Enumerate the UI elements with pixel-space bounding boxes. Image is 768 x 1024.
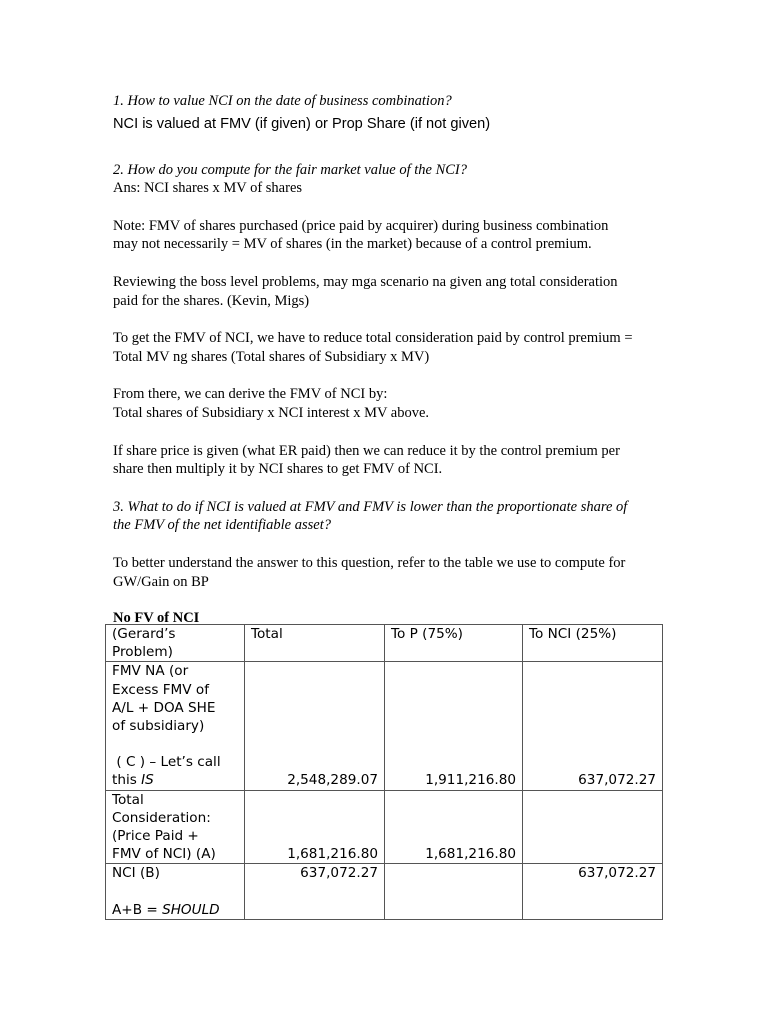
derive-paragraph: [113, 385, 673, 422]
share-line: share then multiply it by NCI shares to get FMV of NCI.: [113, 461, 443, 478]
nci-to-p: [385, 864, 523, 919]
header-problem-line: (Gerard’s: [112, 626, 176, 642]
spacer: [112, 735, 238, 753]
header-problem: [106, 625, 245, 662]
fmv-na-to-nci: 637,072.27: [523, 662, 663, 790]
row-label-emphasis: SHOULD: [162, 901, 220, 918]
review-line: paid for the shares. (Kevin, Migs): [113, 292, 310, 309]
consideration-total: 1,681,216.80: [245, 790, 385, 864]
row-label-line: of subsidiary): [112, 718, 205, 735]
fmv-line: To get the FMV of NCI, we have to reduce total consideration paid by control premium =: [113, 330, 633, 347]
answer-3-line: GW/Gain on BP: [113, 573, 209, 590]
row-label-line: Total: [112, 791, 144, 808]
answer-3: [113, 554, 673, 591]
consideration-to-nci: [523, 790, 663, 864]
row-label-emphasis: IS: [141, 772, 154, 789]
row-label-line: Excess FMV of: [112, 681, 209, 698]
question-2: 2. How do you compute for the fair market value of the NCI?: [113, 161, 467, 178]
answer-1: NCI is valued at FMV (if given) or Prop Share (if not given): [113, 115, 491, 132]
row-label-consideration: [106, 790, 245, 864]
gw-computation-table: [105, 624, 663, 920]
header-total: Total: [245, 625, 385, 662]
question-1: 1. How to value NCI on the date of business combination?: [113, 93, 452, 109]
answer-3-line: To better understand the answer to this question, refer to the table we use to compute for: [113, 554, 626, 571]
fmv-paragraph: [113, 329, 673, 366]
review-line: Reviewing the boss level problems, may mga scenario na given ang total consideration: [113, 273, 618, 290]
question-3: [113, 498, 673, 535]
row-label-line: [112, 901, 238, 919]
question-3-line: 3. What to do if NCI is valued at FMV and FMV is lower than the proportionate share of: [113, 498, 628, 515]
note-paragraph: [113, 217, 673, 254]
nci-to-nci: 637,072.27: [523, 864, 663, 919]
row-label-line: Consideration:: [112, 809, 211, 826]
table-header-row: [106, 625, 663, 662]
row-label-fmv-na: [106, 662, 245, 790]
row-label-line: ( C ) – Let’s call: [112, 754, 221, 771]
fmv-na-to-p: 1,911,216.80: [385, 662, 523, 790]
table-row-nci: [106, 864, 663, 919]
row-label-text: A+B =: [112, 901, 163, 918]
table-row-fmv-na: [106, 662, 663, 790]
note-line: Note: FMV of shares purchased (price paid by acquirer) during business combination: [113, 217, 609, 234]
review-paragraph: [113, 273, 673, 310]
row-label-text: this: [112, 772, 142, 789]
table-row-consideration: [106, 790, 663, 864]
derive-line: From there, we can derive the FMV of NCI by:: [113, 386, 388, 403]
table-title: No FV of NCI: [113, 610, 200, 627]
spacer: [112, 883, 238, 901]
fmv-na-total: 2,548,289.07: [245, 662, 385, 790]
row-label-line: (Price Paid +: [112, 828, 199, 845]
share-line: If share price is given (what ER paid) then we can reduce it by the control premium per: [113, 442, 620, 459]
fmv-line: Total MV ng shares (Total shares of Subsidiary x MV): [113, 348, 430, 365]
header-to-nci: To NCI (25%): [523, 625, 663, 662]
row-label-nci: [106, 864, 245, 919]
question-3-line: the FMV of the net identifiable asset?: [113, 517, 331, 534]
row-label-line: NCI (B): [112, 865, 160, 882]
row-label-line: [112, 771, 238, 789]
header-to-p: To P (75%): [385, 625, 523, 662]
row-label-line: A/L + DOA SHE: [112, 699, 216, 716]
header-problem-line: Problem): [112, 644, 173, 661]
consideration-to-p: 1,681,216.80: [385, 790, 523, 864]
document-page: [113, 92, 673, 628]
row-label-line: FMV of NCI) (A): [112, 846, 216, 863]
note-line: may not necessarily = MV of shares (in the market) because of a control premium.: [113, 236, 592, 253]
nci-total: 637,072.27: [245, 864, 385, 919]
row-label-line: FMV NA (or: [112, 663, 189, 680]
share-price-paragraph: [113, 442, 673, 479]
derive-line: Total shares of Subsidiary x NCI interest x MV above.: [113, 404, 430, 421]
answer-2: Ans: NCI shares x MV of shares: [113, 180, 303, 197]
